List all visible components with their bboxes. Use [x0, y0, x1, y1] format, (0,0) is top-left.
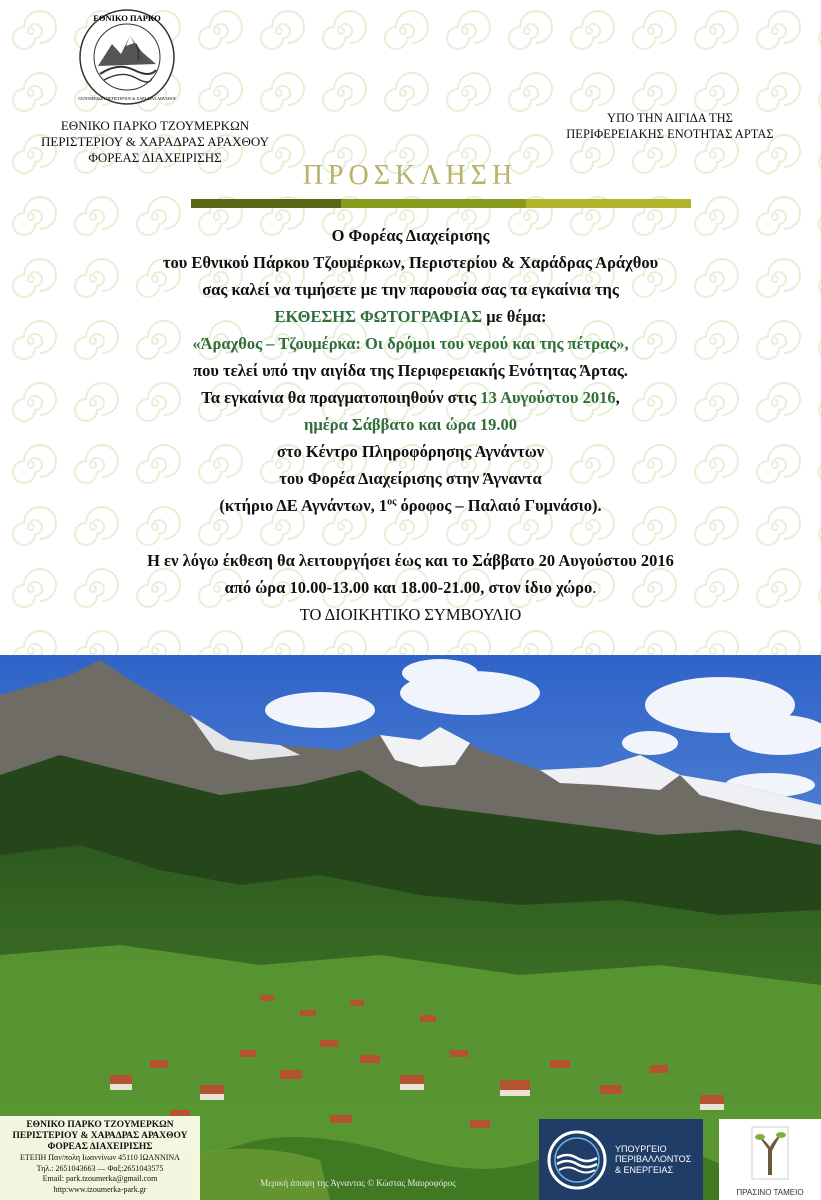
organization-name — [0, 118, 310, 166]
invitation-title: ΠΡΟΣΚΛΗΣΗ — [302, 160, 518, 191]
body-line: στο Κέντρο Πληροφόρησης Αγνάντων — [276, 442, 545, 461]
logo-ring-text: ΤΖΟΥΜΕΡΚΩΝ ΠΕΡΙΣΤΕΡΙΟΥ & ΧΑΡΑΔΡΑΣ ΑΡΑΧΘΟΥ — [78, 96, 176, 101]
body-text-span: με θέμα: — [482, 307, 547, 326]
green-fund-logo — [719, 1119, 821, 1200]
logo-text: ΕΘΝΙΚΟ ΠΑΡΚΟ — [93, 13, 161, 23]
divider-segment — [341, 199, 526, 208]
body-line: που τελεί υπό την αιγίδα της Περιφερειακής Ενότητας Άρτας. — [193, 361, 628, 380]
divider-segment — [526, 199, 691, 208]
photo-caption: Μερική άποψη της Άγναντας © Κώστας Μαυροφόρος — [260, 1178, 456, 1188]
invitation-body — [0, 222, 821, 628]
auspices-line: ΥΠΟ ΤΗΝ ΑΙΓΙΔΑ ΤΗΣ — [607, 111, 733, 125]
spacer — [0, 519, 821, 547]
auspices-note — [520, 110, 820, 142]
body-line — [0, 384, 821, 411]
ministry-logo — [539, 1119, 703, 1200]
exhibition-name: ΕΚΘΕΣΗΣ ΦΩΤΟΓΡΑΦΙΑΣ — [274, 307, 483, 326]
exhibition-theme: «Άραχθος – Τζουμέρκα: Οι δρόμοι του νερού και της πέτρας», — [192, 334, 629, 353]
divider-segment — [191, 199, 341, 208]
contact-info-box — [0, 1116, 200, 1200]
body-line — [0, 303, 821, 330]
body-line: Η εν λόγω έκθεση θα λειτουργήσει έως και το Σάββατο 20 Αυγούστου 2016 — [147, 551, 674, 570]
body-line — [0, 492, 821, 519]
contact-phone: Τηλ.: 2651043663 — Φαξ:2651043575 — [36, 1163, 164, 1173]
ministry-name — [615, 1144, 691, 1176]
opening-day-time: ημέρα Σάββατο και ώρα 19.00 — [304, 415, 517, 434]
body-text-span: (κτήριο ΔΕ Αγνάντων, 1 — [219, 496, 388, 515]
body-text-span: όροφος – Παλαιό Γυμνάσιο). — [396, 496, 602, 515]
opening-date: 13 Αυγούστου 2016 — [480, 388, 616, 407]
ministry-name-line: ΥΠΟΥΡΓΕΙΟ — [615, 1143, 667, 1154]
contact-website: http:www.tzoumerka-park.gr — [53, 1184, 147, 1194]
contact-line: ΕΘΝΙΚΟ ΠΑΡΚΟ ΤΖΟΥΜΕΡΚΩΝ — [26, 1120, 174, 1130]
body-line: του Εθνικού Πάρκου Τζουμέρκων, Περιστερίου & Χαράδρας Αράχθου — [162, 253, 659, 272]
body-text-span: , — [615, 388, 620, 407]
ministry-name-line: & ΕΝΕΡΓΕΙΑΣ — [615, 1164, 674, 1175]
superscript: ος — [387, 496, 397, 508]
national-park-logo — [78, 8, 176, 106]
signature: ΤΟ ΔΙΟΙΚΗΤΙΚΟ ΣΥΜΒΟΥΛΙΟ — [299, 605, 522, 624]
auspices-line: ΠΕΡΙΦΕΡΕΙΑΚΗΣ ΕΝΟΤΗΤΑΣ ΑΡΤΑΣ — [566, 127, 774, 141]
body-line: Ο Φορέας Διαχείρισης — [331, 226, 490, 245]
contact-address: ΕΤΕΠΗ Παν/πολη Ιωαννίνων 45110 ΙΩΑΝΝΙΝΑ — [20, 1153, 180, 1162]
tree-icon — [750, 1125, 790, 1181]
organization-name-line: ΠΕΡΙΣΤΕΡΙΟΥ & ΧΑΡΑΔΡΑΣ ΑΡΑΧΘΟΥ — [41, 134, 269, 149]
title-divider — [191, 199, 691, 208]
green-fund-name: ΠΡΑΣΙΝΟ ΤΑΜΕΙΟ — [736, 1188, 804, 1197]
ministry-emblem-icon — [545, 1128, 609, 1192]
contact-line: ΠΕΡΙΣΤΕΡΙΟΥ & ΧΑΡΑΔΡΑΣ ΑΡΑΧΘΟΥ — [12, 1131, 188, 1141]
body-text-span: Τα εγκαίνια θα πραγματοποιηθούν στις — [201, 388, 481, 407]
contact-email: Email: park.tzoumerka@gmail.com — [42, 1174, 158, 1183]
organization-name-line: ΕΘΝΙΚΟ ΠΑΡΚΟ ΤΖΟΥΜΕΡΚΩΝ — [60, 118, 250, 133]
body-text-span: . — [592, 578, 597, 597]
ministry-name-line: ΠΕΡΙΒΑΛΛΟΝΤΟΣ — [615, 1154, 692, 1165]
body-line — [0, 574, 821, 601]
body-line: του Φορέα Διαχείρισης στην Άγναντα — [279, 469, 542, 488]
organization-name-line: ΦΟΡΕΑΣ ΔΙΑΧΕΙΡΙΣΗΣ — [88, 150, 222, 165]
contact-line: ΦΟΡΕΑΣ ΔΙΑΧΕΙΡΙΣΗΣ — [47, 1142, 153, 1152]
body-text-span: από ώρα 10.00-13.00 και 18.00-21.00, στον ίδιο χώρο — [224, 578, 593, 597]
body-line: σας καλεί να τιμήσετε με την παρουσία σας τα εγκαίνια της — [202, 280, 619, 299]
